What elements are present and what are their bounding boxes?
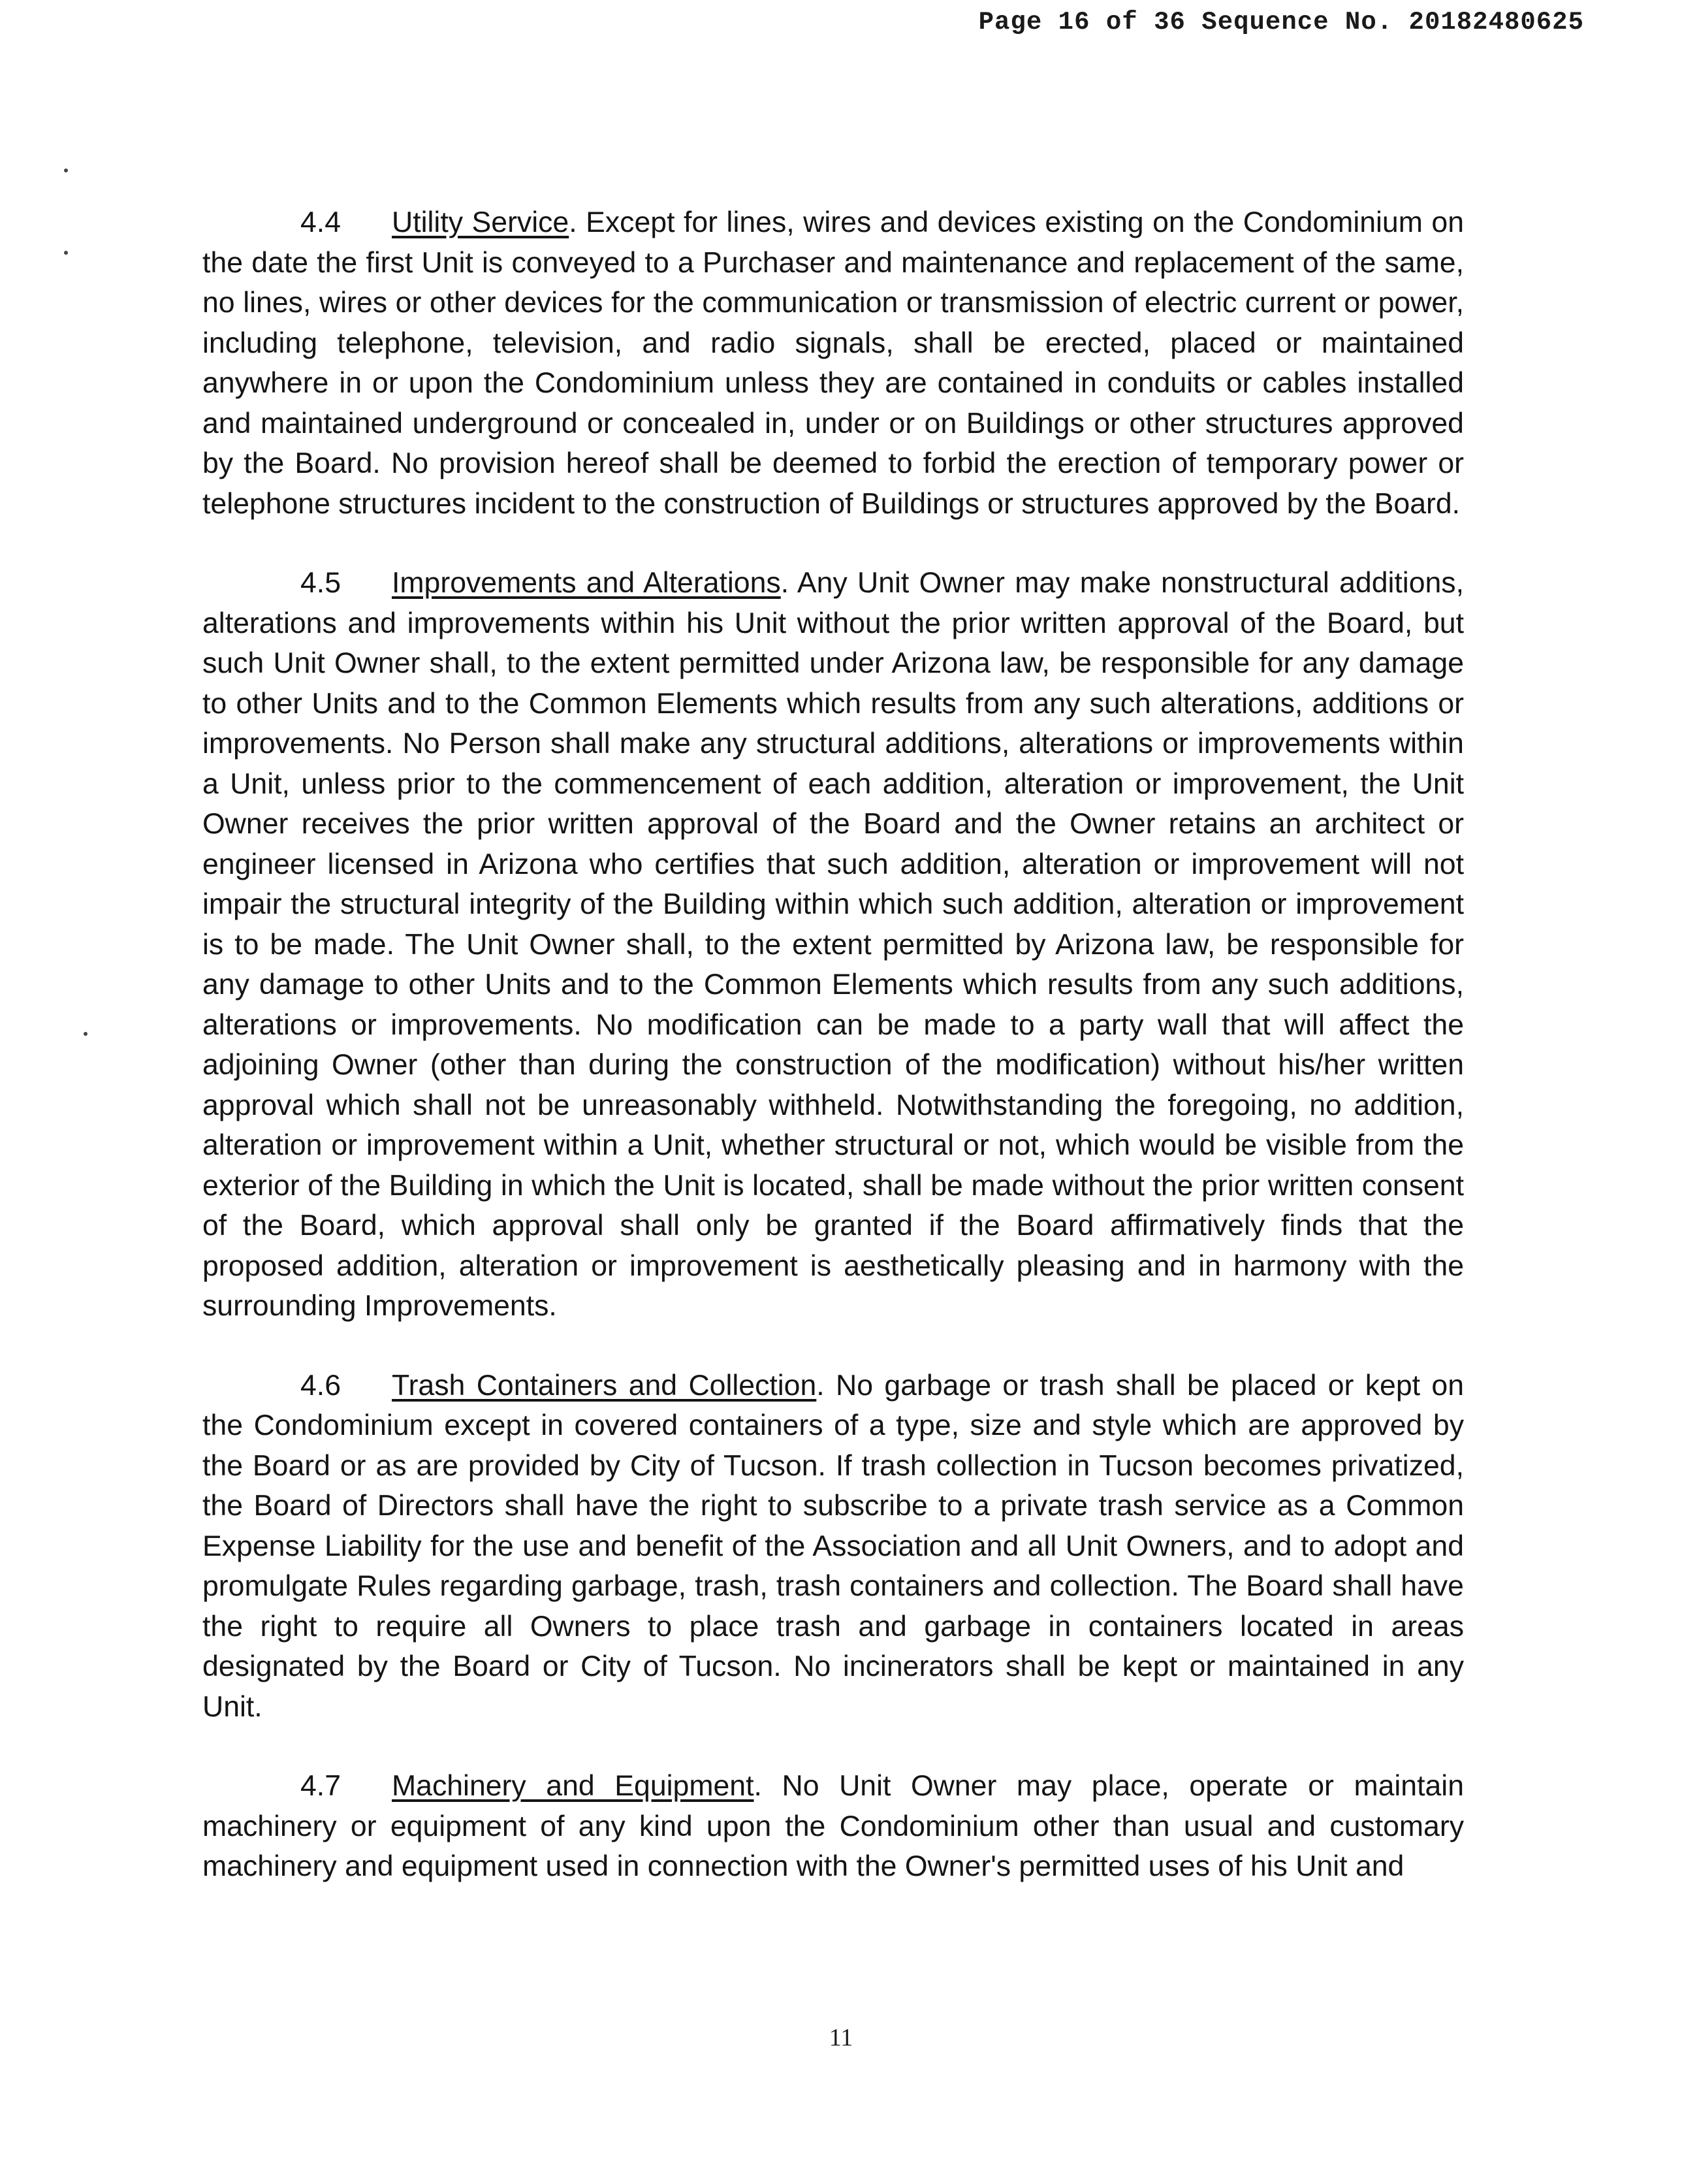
scan-speck bbox=[64, 169, 68, 172]
document-body bbox=[202, 202, 1464, 1926]
section-4-4: 4.4 Utility Service. Except for lines, wires and devices existing on the Condominium on the date the first Unit is conveyed to a Purchaser and maintenance and replacement of the same, no lines, wires or other devices for the communication or transmission of electric current or power, including telephone, television, and radio signals, shall be erected, placed or maintained anywhere in or upon the Condominium unless they are contained in conduits or cables installed and maintained underground or concealed in, under or on Buildings or other structures approved by the Board. No provision hereof shall be deemed to forbid the erection of temporary power or telephone structures incident to the construction of Buildings or structures approved by the Board. bbox=[202, 202, 1464, 524]
section-text: No garbage or trash shall be placed or kept on the Condominium except in covered containers of a type, size and style which are approved by the Board or as are provided by City of Tucson. If trash collection in Tucson becomes privatized, the Board of Directors shall have the right to subscribe to a private trash service as a Common Expense Liability for the use and benefit of the Association and all Unit Owners, and to adopt and promulgate Rules regarding garbage, trash, trash containers and collection. The Board shall have the right to require all Owners to place trash and garbage in containers located in areas designated by the Board or City of Tucson. No incinerators shall be kept or maintained in any Unit. bbox=[202, 1369, 1464, 1723]
section-text: No Unit Owner may place, operate or maintain machinery or equipment of any kind upon the Condominium other than usual and customary machinery and equipment used in connection with the Owner's permitted uses of his Unit and bbox=[202, 1770, 1464, 1882]
section-number: 4.4 bbox=[300, 206, 341, 238]
section-heading: Utility Service bbox=[392, 206, 569, 238]
scan-speck bbox=[64, 251, 68, 255]
section-4-5: 4.5 Improvements and Alterations. Any Unit Owner may make nonstructural additions, alterations and improvements within his Unit without the prior written approval of the Board, but such Unit Owner shall, to the extent permitted under Arizona law, be responsible for any damage to other Units and to the Common Elements which results from any such alterations, additions or improvements. No Person shall make any structural additions, alterations or improvements within a Unit, unless prior to the commencement of each addition, alteration or improvement, the Unit Owner receives the prior written approval of the Board and the Owner retains an architect or engineer licensed in Arizona who certifies that such addition, alteration or improvement will not impair the structural integrity of the Building within which such addition, alteration or improvement is to be made. The Unit Owner shall, to the extent permitted by Arizona law, be responsible for any damage to other Units and to the Common Elements which results from any such additions, alterations or improvements. No modification can be made to a party wall that will affect the adjoining Owner (other than during the construction of the modification) without his/her written approval which shall not be unreasonably withheld. Notwithstanding the foregoing, no addition, alteration or improvement within a Unit, whether structural or not, which would be visible from the exterior of the Building in which the Unit is located, shall be made without the prior written consent of the Board, which approval shall only be granted if the Board affirmatively finds that the proposed addition, alteration or improvement is aesthetically pleasing and in harmony with the surrounding Improvements. bbox=[202, 563, 1464, 1326]
page-number: 11 bbox=[829, 2024, 853, 2051]
section-text: Except for lines, wires and devices existing on the Condominium on the date the first Unit is conveyed to a Purchaser and maintenance and replacement of the same, no lines, wires or other devices for the communication or transmission of electric current or power, including telephone, television, and radio signals, shall be erected, placed or maintained anywhere in or upon the Condominium unless they are contained in conduits or cables installed and maintained underground or concealed in, under or on Buildings or other structures approved by the Board. No provision hereof shall be deemed to forbid the erection of temporary power or telephone structures incident to the construction of Buildings or structures approved by the Board. bbox=[202, 206, 1465, 520]
section-number: 4.5 bbox=[300, 567, 341, 599]
section-number: 4.6 bbox=[300, 1369, 341, 1402]
page-sequence-stamp: Page 16 of 36 Sequence No. 20182480625 bbox=[978, 8, 1584, 37]
section-heading: Improvements and Alterations bbox=[392, 567, 781, 599]
section-text: Any Unit Owner may make nonstructural additions, alterations and improvements within his Unit without the prior written approval of the Board, but such Unit Owner shall, to the extent permitted under Arizona law, be responsible for any damage to other Units and to the Common Elements which results from any such alterations, additions or improvements. No Person shall make any structural additions, alterations or improvements within a Unit, unless prior to the commencement of each addition, alteration or improvement, the Unit Owner receives the prior written approval of the Board and the Owner retains an architect or engineer licensed in Arizona who certifies that such addition, alteration or improvement will not impair the structural integrity of the Building within which such addition, alteration or improvement is to be made. The Unit Owner shall, to the extent permitted by Arizona law, be responsible for any damage to other Units and to the Common Elements which results from any such additions, alterations or improvements. No modification can be made to a party wall that will affect the adjoining Owner (other than during the construction of the modification) without his/her written approval which shall not be unreasonably withheld. Notwithstanding the foregoing, no addition, alteration or improvement within a Unit, whether structural or not, which would be visible from the exterior of the Building in which the Unit is located, shall be made without the prior written consent of the Board, which approval shall only be granted if the Board affirmatively finds that the proposed addition, alteration or improvement is aesthetically pleasing and in harmony with the surrounding Improvements. bbox=[202, 567, 1464, 1322]
section-heading: Trash Containers and Collection bbox=[392, 1369, 817, 1402]
section-4-7: 4.7 Machinery and Equipment. No Unit Owner may place, operate or maintain machinery or equipment of any kind upon the Condominium other than usual and customary machinery and equipment used in connection with the Owner's permitted uses of his Unit and bbox=[202, 1766, 1464, 1887]
section-number: 4.7 bbox=[300, 1770, 341, 1802]
scan-speck bbox=[84, 1032, 87, 1036]
section-heading: Machinery and Equipment bbox=[392, 1770, 754, 1802]
section-4-6: 4.6 Trash Containers and Collection. No garbage or trash shall be placed or kept on the Condominium except in covered containers of a type, size and style which are approved by the Board or as are provided by City of Tucson. If trash collection in Tucson becomes privatized, the Board of Directors shall have the right to subscribe to a private trash service as a Common Expense Liability for the use and benefit of the Association and all Unit Owners, and to adopt and promulgate Rules regarding garbage, trash, trash containers and collection. The Board shall have the right to require all Owners to place trash and garbage in containers located in areas designated by the Board or City of Tucson. No incinerators shall be kept or maintained in any Unit. bbox=[202, 1366, 1464, 1727]
